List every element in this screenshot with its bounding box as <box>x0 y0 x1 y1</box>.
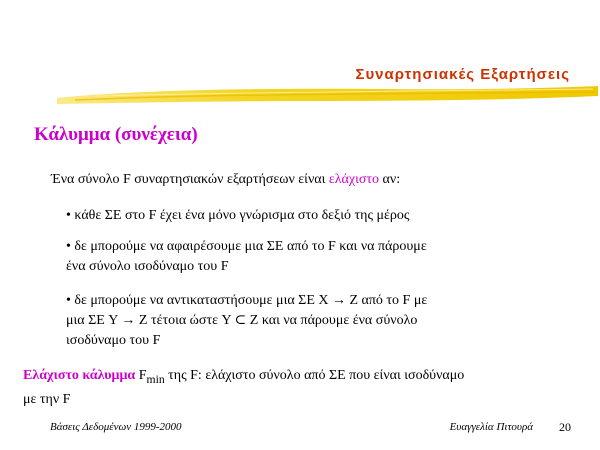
footer-author: Ευαγγελία Πιτουρά <box>449 421 533 433</box>
intro-highlight: ελάχιστο <box>328 172 380 187</box>
intro-text: Ένα σύνολο F συναρτησιακών εξαρτήσεων είναι <box>51 172 329 187</box>
definition-line <box>23 366 583 390</box>
minimal-cover-label: Ελάχιστο κάλυμμα <box>23 368 136 383</box>
bullet-line: • δε μπορούμε να αφαιρέσουμε μια ΣΕ από το F και να πάρουμε <box>66 239 427 254</box>
bullet-line: ισοδύναμο του F <box>66 333 161 348</box>
intro-text-end: αν: <box>379 172 401 187</box>
bullet-single-attribute: • κάθε ΣΕ στο F έχει ένα μόνο γνώρισμα στο δεξιό της μέρος <box>66 208 410 223</box>
intro-paragraph <box>51 172 400 188</box>
minimal-cover-definition <box>23 366 583 410</box>
section-heading: Κάλυμμα (συνέχεια) <box>34 124 198 145</box>
bullet-line: μια ΣΕ Y → Z τέτοια ώστε Y ⊂ Z και να πάρουμε ένα σύνολο <box>66 313 418 328</box>
slide-title: Συναρτησιακές Εξαρτήσεις <box>355 66 570 83</box>
bullet-line: • δε μπορούμε να αντικαταστήσουμε μια ΣΕ X → Z από το F με <box>66 293 428 308</box>
bullet-no-replacement <box>66 291 566 351</box>
bullet-no-removal <box>66 237 566 277</box>
footer-course: Βάσεις Δεδομένων 1999-2000 <box>50 421 182 433</box>
f-subscript: min <box>146 372 165 386</box>
definition-line-2: με την F <box>23 391 71 407</box>
brush-stroke-decoration <box>55 82 600 108</box>
bullet-line: ένα σύνολο ισοδύναμο του F <box>66 259 229 274</box>
f-symbol: F <box>135 368 147 383</box>
definition-text: της F: ελάχιστο σύνολο από ΣΕ που είναι ισοδύναμο <box>164 368 465 383</box>
page-number: 20 <box>559 420 571 434</box>
